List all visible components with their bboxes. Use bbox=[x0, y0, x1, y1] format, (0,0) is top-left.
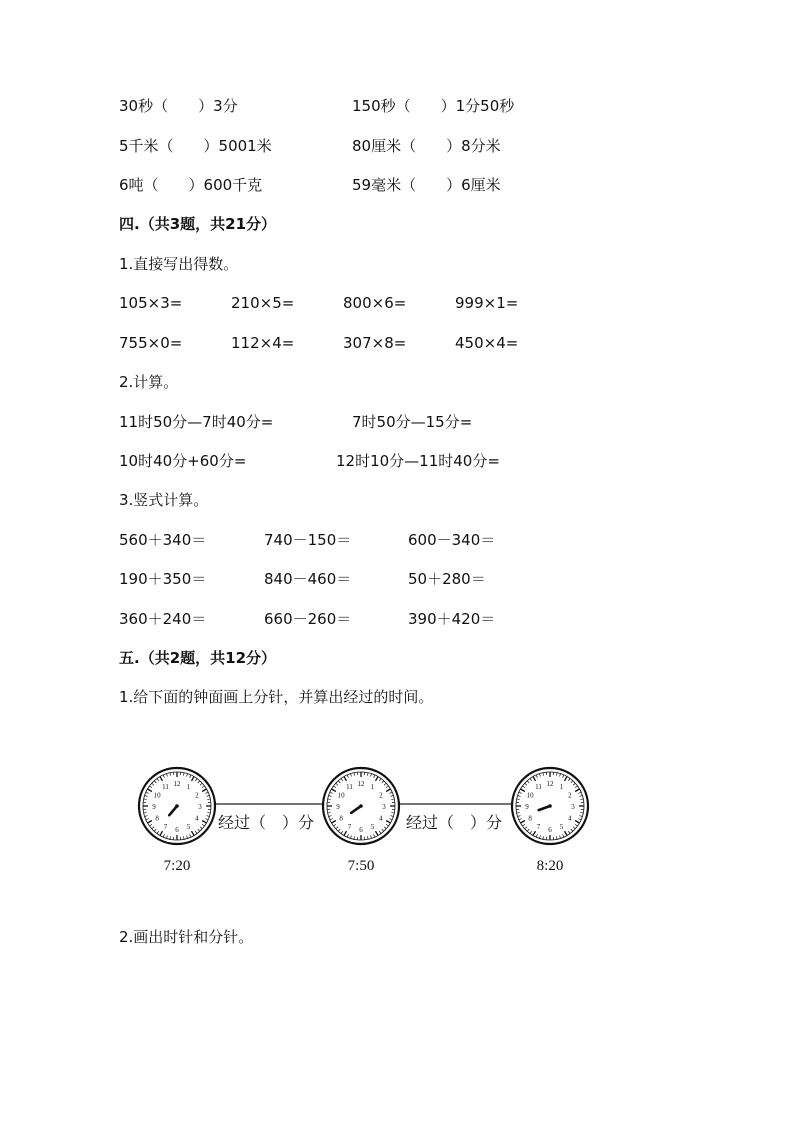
clock-numeral: 12 bbox=[546, 780, 554, 788]
clock-numeral: 7 bbox=[536, 822, 541, 831]
clock-time-label-2: 7:50 bbox=[347, 858, 375, 874]
clock-numeral: 5 bbox=[186, 822, 191, 831]
clock-center-dot bbox=[175, 804, 179, 808]
clock-center-dot bbox=[359, 804, 363, 808]
mul-1-4: 999×1= bbox=[455, 294, 519, 312]
clock-figure bbox=[0, 740, 794, 900]
clock-numeral: 11 bbox=[535, 783, 542, 792]
vert-2-1: 190＋350＝ bbox=[119, 570, 207, 588]
section5-heading: 五.（共2题，共12分） bbox=[119, 649, 277, 667]
clock-numeral: 7 bbox=[347, 822, 352, 831]
clock-numeral: 9 bbox=[525, 803, 529, 811]
vert-1-3: 600－340＝ bbox=[408, 531, 496, 549]
mul-1-1: 105×3= bbox=[119, 294, 183, 312]
comparison-right-2: 80厘米（ ）8分米 bbox=[352, 137, 501, 155]
mul-2-4: 450×4= bbox=[455, 334, 519, 352]
clock-face-3 bbox=[512, 768, 588, 844]
clock-center-dot bbox=[548, 804, 552, 808]
clock-numeral: 2 bbox=[379, 791, 383, 800]
clock-numeral: 11 bbox=[162, 783, 169, 792]
section5-q1-title: 1.给下面的钟面画上分针，并算出经过的时间。 bbox=[119, 688, 434, 706]
clock-numeral: 6 bbox=[359, 826, 363, 834]
clock-numeral: 5 bbox=[559, 822, 564, 831]
comparison-right-3: 59毫米（ ）6厘米 bbox=[352, 176, 501, 194]
clock-numeral: 10 bbox=[337, 791, 345, 800]
vert-3-1: 360＋240＝ bbox=[119, 610, 207, 628]
clock-numeral: 7 bbox=[163, 822, 168, 831]
clock-numeral: 8 bbox=[155, 814, 159, 823]
mul-2-2: 112×4= bbox=[231, 334, 295, 352]
elapsed-label-1: 经过（ ）分 bbox=[218, 815, 315, 832]
clock-numeral: 11 bbox=[346, 783, 353, 792]
clock-numeral: 1 bbox=[186, 783, 191, 792]
clock-numeral: 9 bbox=[152, 803, 156, 811]
comparison-right-1: 150秒（ ）1分50秒 bbox=[352, 97, 515, 115]
mul-1-3: 800×6= bbox=[343, 294, 407, 312]
section4-q3-title: 3.竖式计算。 bbox=[119, 491, 209, 509]
time-calc-2-2: 12时10分—11时40分= bbox=[336, 452, 500, 470]
clock-numeral: 3 bbox=[382, 803, 386, 811]
clock-numeral: 10 bbox=[153, 791, 161, 800]
section4-heading: 四.（共3题，共21分） bbox=[119, 215, 277, 233]
clock-time-label-1: 7:20 bbox=[163, 858, 191, 874]
clock-numeral: 8 bbox=[339, 814, 343, 823]
mul-2-1: 755×0= bbox=[119, 334, 183, 352]
vert-1-2: 740－150＝ bbox=[264, 531, 352, 549]
comparison-left-2: 5千米（ ）5001米 bbox=[119, 137, 272, 155]
clock-numeral: 1 bbox=[370, 783, 375, 792]
clock-numeral: 9 bbox=[336, 803, 340, 811]
clock-numeral: 8 bbox=[528, 814, 532, 823]
vert-2-3: 50＋280＝ bbox=[408, 570, 486, 588]
vert-1-1: 560＋340＝ bbox=[119, 531, 207, 549]
clock-numeral: 3 bbox=[198, 803, 202, 811]
mul-2-3: 307×8= bbox=[343, 334, 407, 352]
clock-numeral: 12 bbox=[173, 780, 181, 788]
clock-numeral: 4 bbox=[195, 814, 199, 823]
clock-numeral: 2 bbox=[195, 791, 199, 800]
clock-numeral: 5 bbox=[370, 822, 375, 831]
clock-numeral: 4 bbox=[379, 814, 383, 823]
clock-time-label-3: 8:20 bbox=[536, 858, 564, 874]
clock-numeral: 10 bbox=[526, 791, 534, 800]
section5-q2-title: 2.画出时针和分针。 bbox=[119, 928, 254, 946]
mul-1-2: 210×5= bbox=[231, 294, 295, 312]
clock-face-2 bbox=[323, 768, 399, 844]
clock-numeral: 12 bbox=[357, 780, 365, 788]
clock-numeral: 1 bbox=[559, 783, 564, 792]
section4-q1-title: 1.直接写出得数。 bbox=[119, 255, 239, 273]
clock-numeral: 2 bbox=[568, 791, 572, 800]
clock-numeral: 6 bbox=[175, 826, 179, 834]
vert-3-3: 390＋420＝ bbox=[408, 610, 496, 628]
time-calc-2-1: 10时40分+60分= bbox=[119, 452, 247, 470]
elapsed-label-2: 经过（ ）分 bbox=[406, 815, 503, 832]
comparison-left-1: 30秒（ ）3分 bbox=[119, 97, 238, 115]
clock-numeral: 4 bbox=[568, 814, 572, 823]
time-calc-1-2: 7时50分—15分= bbox=[352, 413, 473, 431]
section4-q2-title: 2.计算。 bbox=[119, 373, 179, 391]
vert-3-2: 660－260＝ bbox=[264, 610, 352, 628]
clock-numeral: 3 bbox=[571, 803, 575, 811]
time-calc-1-1: 11时50分—7时40分= bbox=[119, 413, 274, 431]
clock-face-1 bbox=[139, 768, 215, 844]
comparison-left-3: 6吨（ ）600千克 bbox=[119, 176, 263, 194]
vert-2-2: 840－460＝ bbox=[264, 570, 352, 588]
clock-numeral: 6 bbox=[548, 826, 552, 834]
